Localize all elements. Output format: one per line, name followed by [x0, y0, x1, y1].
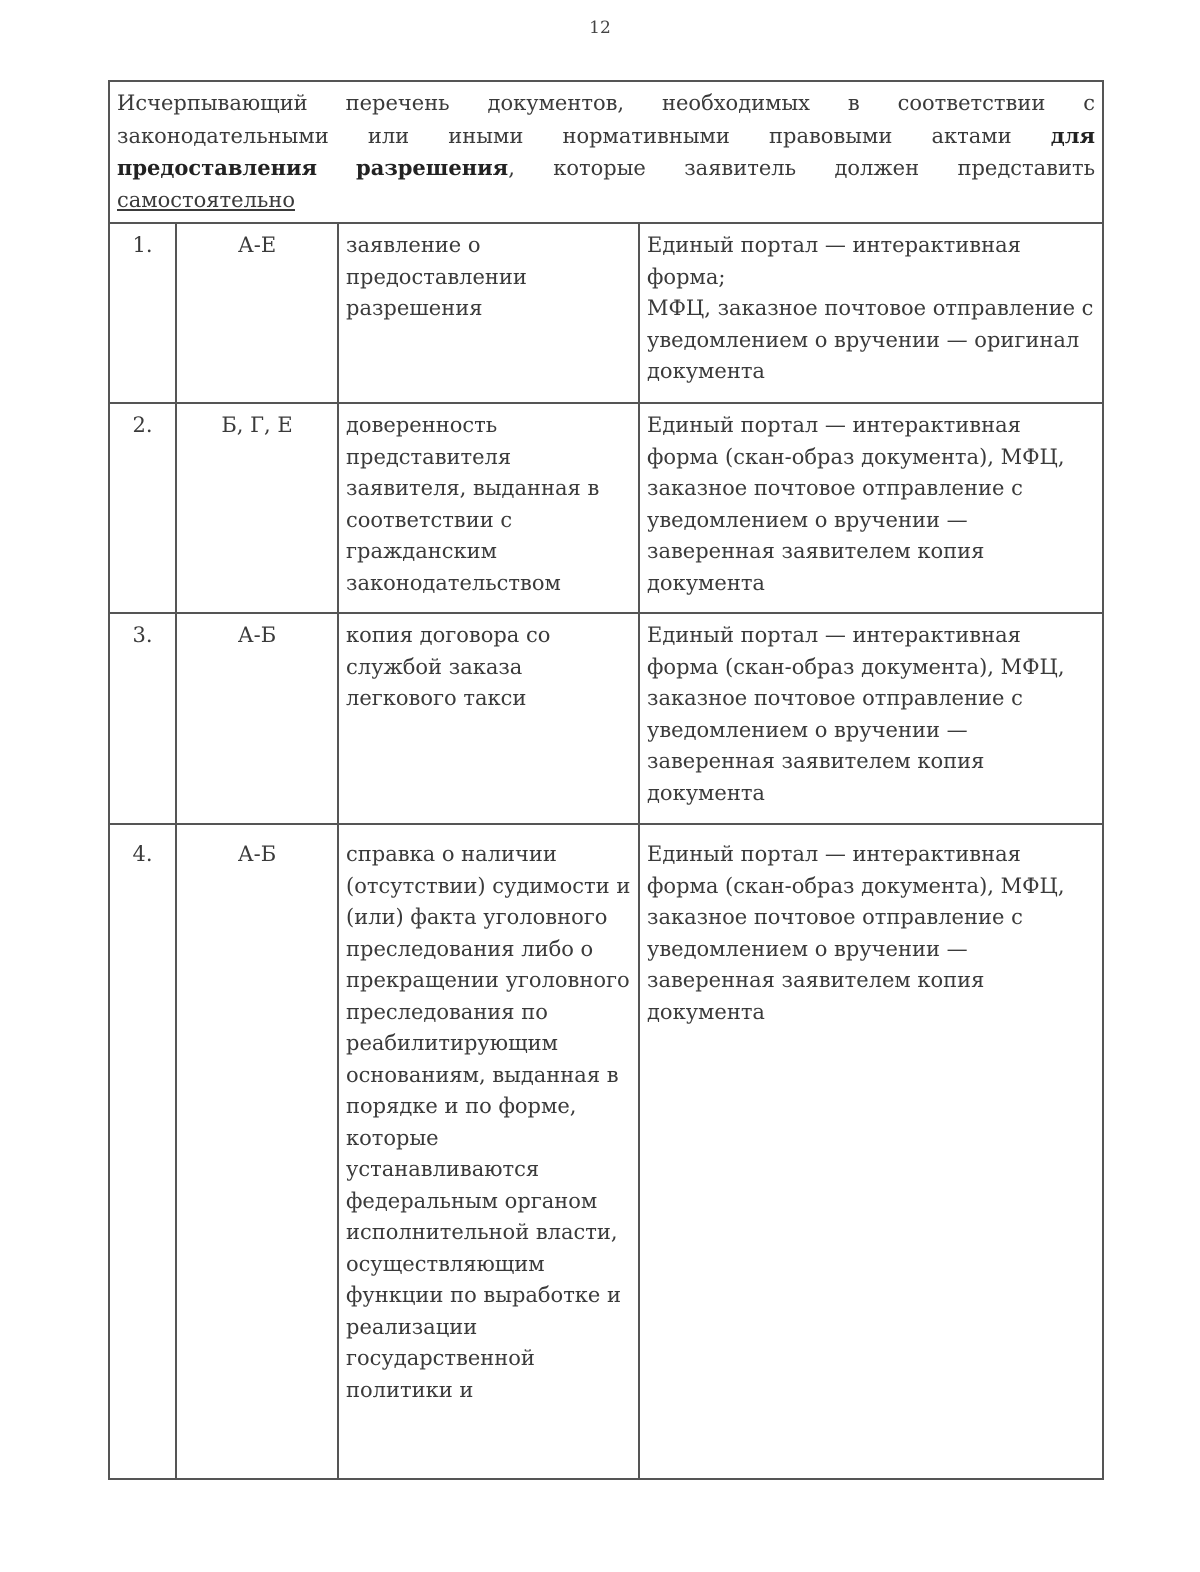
table-row	[109, 613, 1103, 824]
header-bold-text: для предоставления разрешения	[117, 122, 1096, 180]
row-number: 2.	[109, 403, 176, 613]
header-underlined-text: самостоятельно	[117, 187, 295, 212]
document-name: заявление о предоставлении разрешения	[338, 223, 639, 403]
applicant-categories: А-Е	[176, 223, 338, 403]
documents-table	[108, 80, 1104, 1480]
submission-method-line: Единый портал — интерактивная форма;	[647, 233, 1021, 289]
submission-method: Единый портал — интерактивная форма (скан-образ документа), МФЦ, заказное почтовое отправление с уведомлением о вручении — заверенная заявителем копия документа	[639, 403, 1103, 613]
applicant-categories: А-Б	[176, 613, 338, 824]
table-row	[109, 223, 1103, 403]
submission-method: Единый портал — интерактивная форма (скан-образ документа), МФЦ, заказное почтовое отправление с уведомлением о вручении — заверенная заявителем копия документа	[639, 613, 1103, 824]
submission-method: Единый портал — интерактивная форма (скан-образ документа), МФЦ, заказное почтовое отправление с уведомлением о вручении — заверенная заявителем копия документа	[639, 824, 1103, 1479]
applicant-categories: Б, Г, Е	[176, 403, 338, 613]
row-number: 3.	[109, 613, 176, 824]
submission-method	[639, 223, 1103, 403]
table-row	[109, 824, 1103, 1479]
applicant-categories: А-Б	[176, 824, 338, 1479]
row-number: 4.	[109, 824, 176, 1479]
document-name: доверенность представителя заявителя, выданная в соответствии с гражданским законодательством	[338, 403, 639, 613]
header-text: Исчерпывающий перечень документов, необходимых в соответствии с законодательными или иными нормативными правовыми актами	[117, 91, 1096, 148]
table-header-row	[109, 81, 1103, 223]
document-name: копия договора со службой заказа легкового такси	[338, 613, 639, 824]
table-row	[109, 403, 1103, 613]
table-header-cell	[109, 81, 1103, 223]
page-number: 12	[589, 18, 611, 38]
document-name: справка о наличии (отсутствии) судимости и (или) факта уголовного преследования либо о прекращении уголовного преследования по реабилитирующим основаниям, выданная в порядке и по форме, которые устанавливаются федеральным органом исполнительной власти, осуществляющим функции по выработке и реализации государственной политики и	[338, 824, 639, 1479]
submission-method-line: МФЦ, заказное почтовое отправление с уведомлением о вручении — оригинал документа	[647, 296, 1094, 383]
header-text-continued: , которые заявитель должен представить	[508, 156, 1096, 180]
row-number: 1.	[109, 223, 176, 403]
